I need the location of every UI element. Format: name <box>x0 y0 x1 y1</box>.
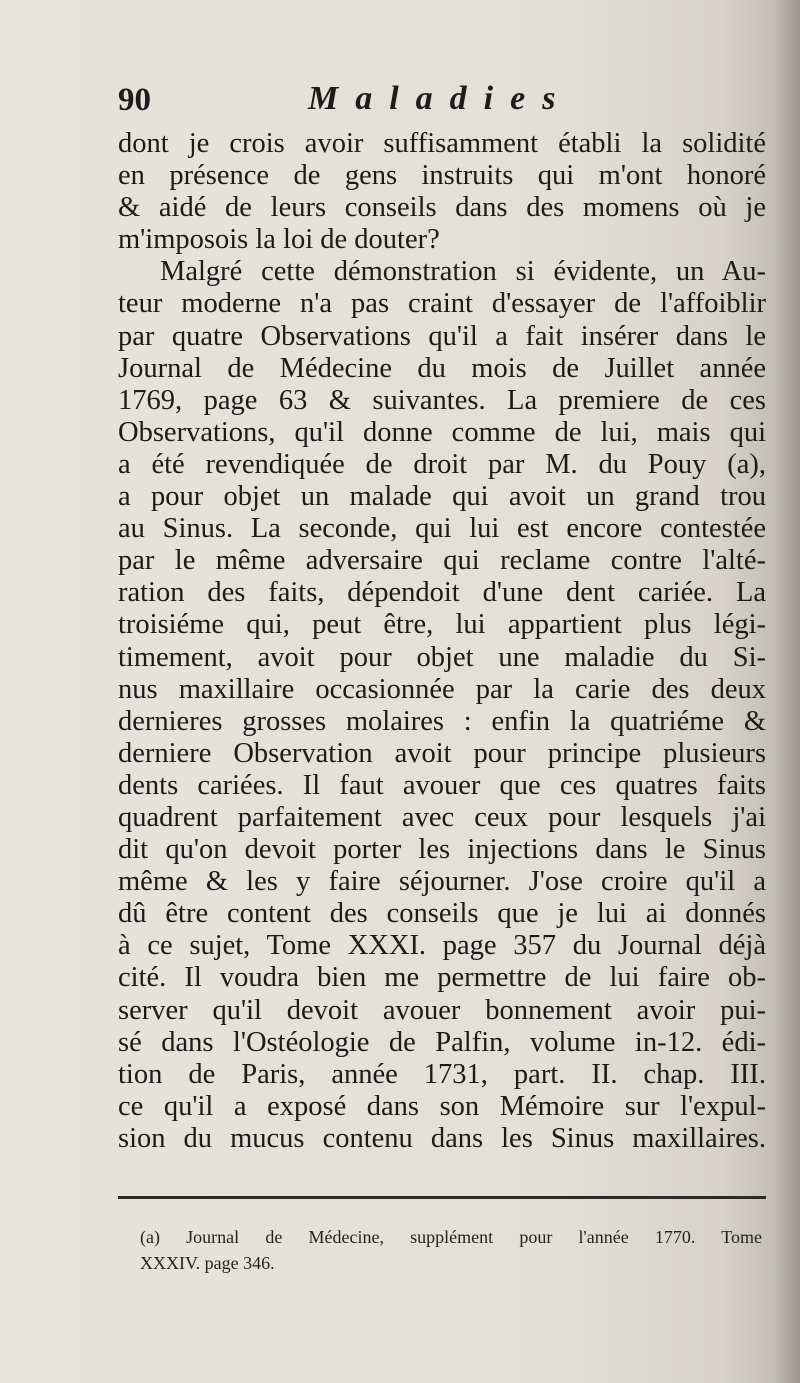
text-line: cité. Il voudra bien me permettre de lui faire ob- <box>118 962 766 994</box>
footnote-line: XXXIV. page 346. <box>140 1253 275 1273</box>
text-line: tion de Paris, année 1731, part. II. chap. III. <box>118 1058 766 1090</box>
text-line: dernieres grosses molaires : enfin la quatriéme & <box>118 705 766 737</box>
text-line: sion du mucus contenu dans les Sinus maxillaires. <box>118 1122 766 1154</box>
text-line: Journal de Médecine du mois de Juillet année <box>118 352 766 384</box>
body-text <box>118 128 766 1155</box>
text-line: par quatre Observations qu'il a fait insérer dans le <box>118 320 766 352</box>
text-line: dont je crois avoir suffisamment établi la solidité <box>118 128 766 159</box>
text-line: dents cariées. Il faut avouer que ces quatres faits <box>118 769 766 801</box>
text-line: même & les y faire séjourner. J'ose croire qu'il a <box>118 866 766 898</box>
text-line: à ce sujet, Tome XXXI. page 357 du Journal déjà <box>118 930 766 962</box>
text-line: dû être content des conseils que je lui ai donnés <box>118 898 766 930</box>
running-head <box>118 80 768 130</box>
text-line: quadrent parfaitement avec ceux pour lesquels j'ai <box>118 801 766 833</box>
text-line: timement, avoit pour objet une maladie du Si- <box>118 641 766 673</box>
text-line: 1769, page 63 & suivantes. La premiere de ces <box>118 384 766 416</box>
footnote-rule <box>118 1196 766 1199</box>
text-line: Observations, qu'il donne comme de lui, mais qui <box>118 416 766 448</box>
text-line: m'imposois la loi de douter? <box>118 224 440 256</box>
text-line: teur moderne n'a pas craint d'essayer de l'affoiblir <box>118 288 766 320</box>
running-title: Maladies <box>308 80 573 117</box>
text-line: sé dans l'Ostéologie de Palfin, volume in-12. édi- <box>118 1026 766 1058</box>
text-line: server qu'il devoit avouer bonnement avoir pui- <box>118 994 766 1026</box>
text-line: a été revendiquée de droit par M. du Pouy (a), <box>118 448 766 480</box>
text-line: par le même adversaire qui reclame contre l'alté- <box>118 545 766 577</box>
text-line: a pour objet un malade qui avoit un grand trou <box>118 481 766 513</box>
text-line: dit qu'on devoit porter les injections dans le Sinus <box>118 834 766 866</box>
page-edge-shadow <box>774 0 800 1383</box>
text-line: & aidé de leurs conseils dans des momens où je <box>118 192 766 224</box>
page-number: 90 <box>118 82 151 118</box>
text-line: troisiéme qui, peut être, lui appartient plus légi- <box>118 609 766 641</box>
footnote <box>140 1224 762 1276</box>
text-line: ration des faits, dépendoit d'une dent cariée. La <box>118 577 766 609</box>
footnote-line: (a) Journal de Médecine, supplément pour l'année 1770. Tome <box>140 1227 762 1247</box>
text-line: en présence de gens instruits qui m'ont honoré <box>118 160 766 192</box>
text-line: derniere Observation avoit pour principe plusieurs <box>118 737 766 769</box>
text-line: ce qu'il a exposé dans son Mémoire sur l'expul- <box>118 1090 766 1122</box>
text-line: au Sinus. La seconde, qui lui est encore contestée <box>118 513 766 545</box>
text-line: Malgré cette démonstration si évidente, un Au- <box>160 256 766 288</box>
text-line: nus maxillaire occasionnée par la carie des deux <box>118 673 766 705</box>
